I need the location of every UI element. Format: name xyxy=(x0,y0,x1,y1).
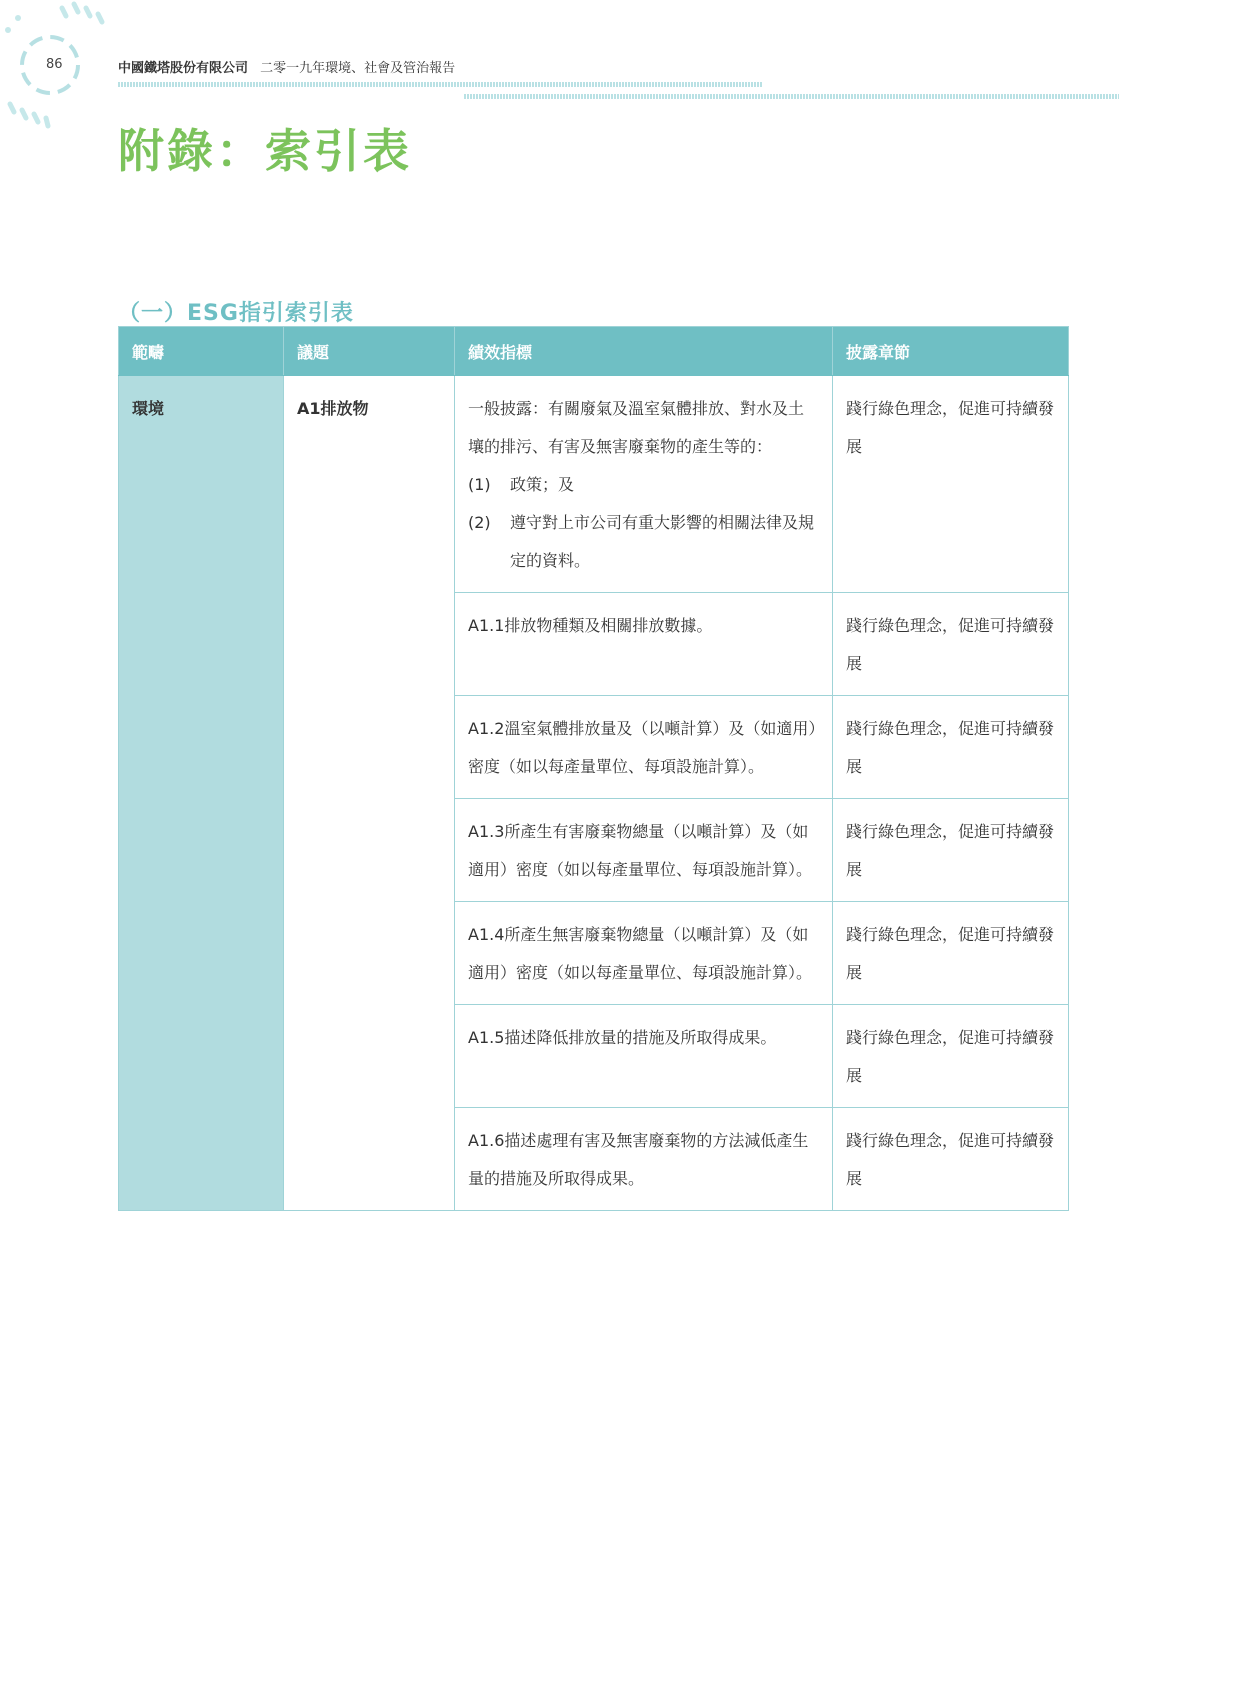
running-header xyxy=(118,57,455,76)
section-cell: 踐行綠色理念，促進可持續發展 xyxy=(833,1108,1069,1211)
header-report-title: 二零一九年環境、社會及管治報告 xyxy=(260,61,456,76)
general-disclosure-text: 一般披露：有關廢氣及溫室氣體排放、對水及土壤的排污、有害及無害廢棄物的產生等的： xyxy=(468,399,805,456)
indicator-cell: A1.5描述降低排放量的措施及所取得成果。 xyxy=(455,1005,833,1108)
scope-cell: 環境 xyxy=(119,376,284,1211)
list-item xyxy=(468,466,819,504)
header-divider xyxy=(118,82,763,87)
page-number: 86 xyxy=(46,57,63,72)
column-header-topic: 議題 xyxy=(284,327,455,376)
section-cell: 踐行綠色理念，促進可持續發展 xyxy=(833,799,1069,902)
column-header-indicator: 績效指標 xyxy=(455,327,833,376)
header-company-name: 中國鐵塔股份有限公司 xyxy=(118,61,249,76)
header-divider-secondary xyxy=(464,94,1119,99)
indicator-cell: A1.2溫室氣體排放量及（以噸計算）及（如適用）密度（如以每產量單位、每項設施計算）。 xyxy=(455,696,833,799)
indicator-cell: A1.3所產生有害廢棄物總量（以噸計算）及（如適用）密度（如以每產量單位、每項設施計算）。 xyxy=(455,799,833,902)
table-header-row xyxy=(119,327,1069,376)
section-cell: 踐行綠色理念，促進可持續發展 xyxy=(833,376,1069,593)
section-cell: 踐行綠色理念，促進可持續發展 xyxy=(833,1005,1069,1108)
list-item xyxy=(468,504,819,580)
indicator-cell: A1.4所產生無害廢棄物總量（以噸計算）及（如適用）密度（如以每產量單位、每項設施計算）。 xyxy=(455,902,833,1005)
esg-index-table xyxy=(118,326,1069,1211)
list-item-text: 遵守對上市公司有重大影響的相關法律及規定的資料。 xyxy=(510,513,815,570)
list-item-text: 政策；及 xyxy=(510,475,575,494)
list-item-number: (2) xyxy=(468,513,491,532)
indicator-cell xyxy=(455,376,833,593)
column-header-scope: 範疇 xyxy=(119,327,284,376)
section-title: （一）ESG指引索引表 xyxy=(118,301,354,326)
list-item-number: (1) xyxy=(468,475,491,494)
indicator-cell: A1.1排放物種類及相關排放數據。 xyxy=(455,593,833,696)
page-title: 附錄：索引表 xyxy=(118,124,412,178)
table-row xyxy=(119,376,1069,593)
section-cell: 踐行綠色理念，促進可持續發展 xyxy=(833,902,1069,1005)
column-header-section: 披露章節 xyxy=(833,327,1069,376)
decorative-ring-graphic xyxy=(0,0,130,150)
section-cell: 踐行綠色理念，促進可持續發展 xyxy=(833,696,1069,799)
section-cell: 踐行綠色理念，促進可持續發展 xyxy=(833,593,1069,696)
indicator-cell: A1.6描述處理有害及無害廢棄物的方法減低產生量的措施及所取得成果。 xyxy=(455,1108,833,1211)
topic-cell: A1排放物 xyxy=(284,376,455,1211)
